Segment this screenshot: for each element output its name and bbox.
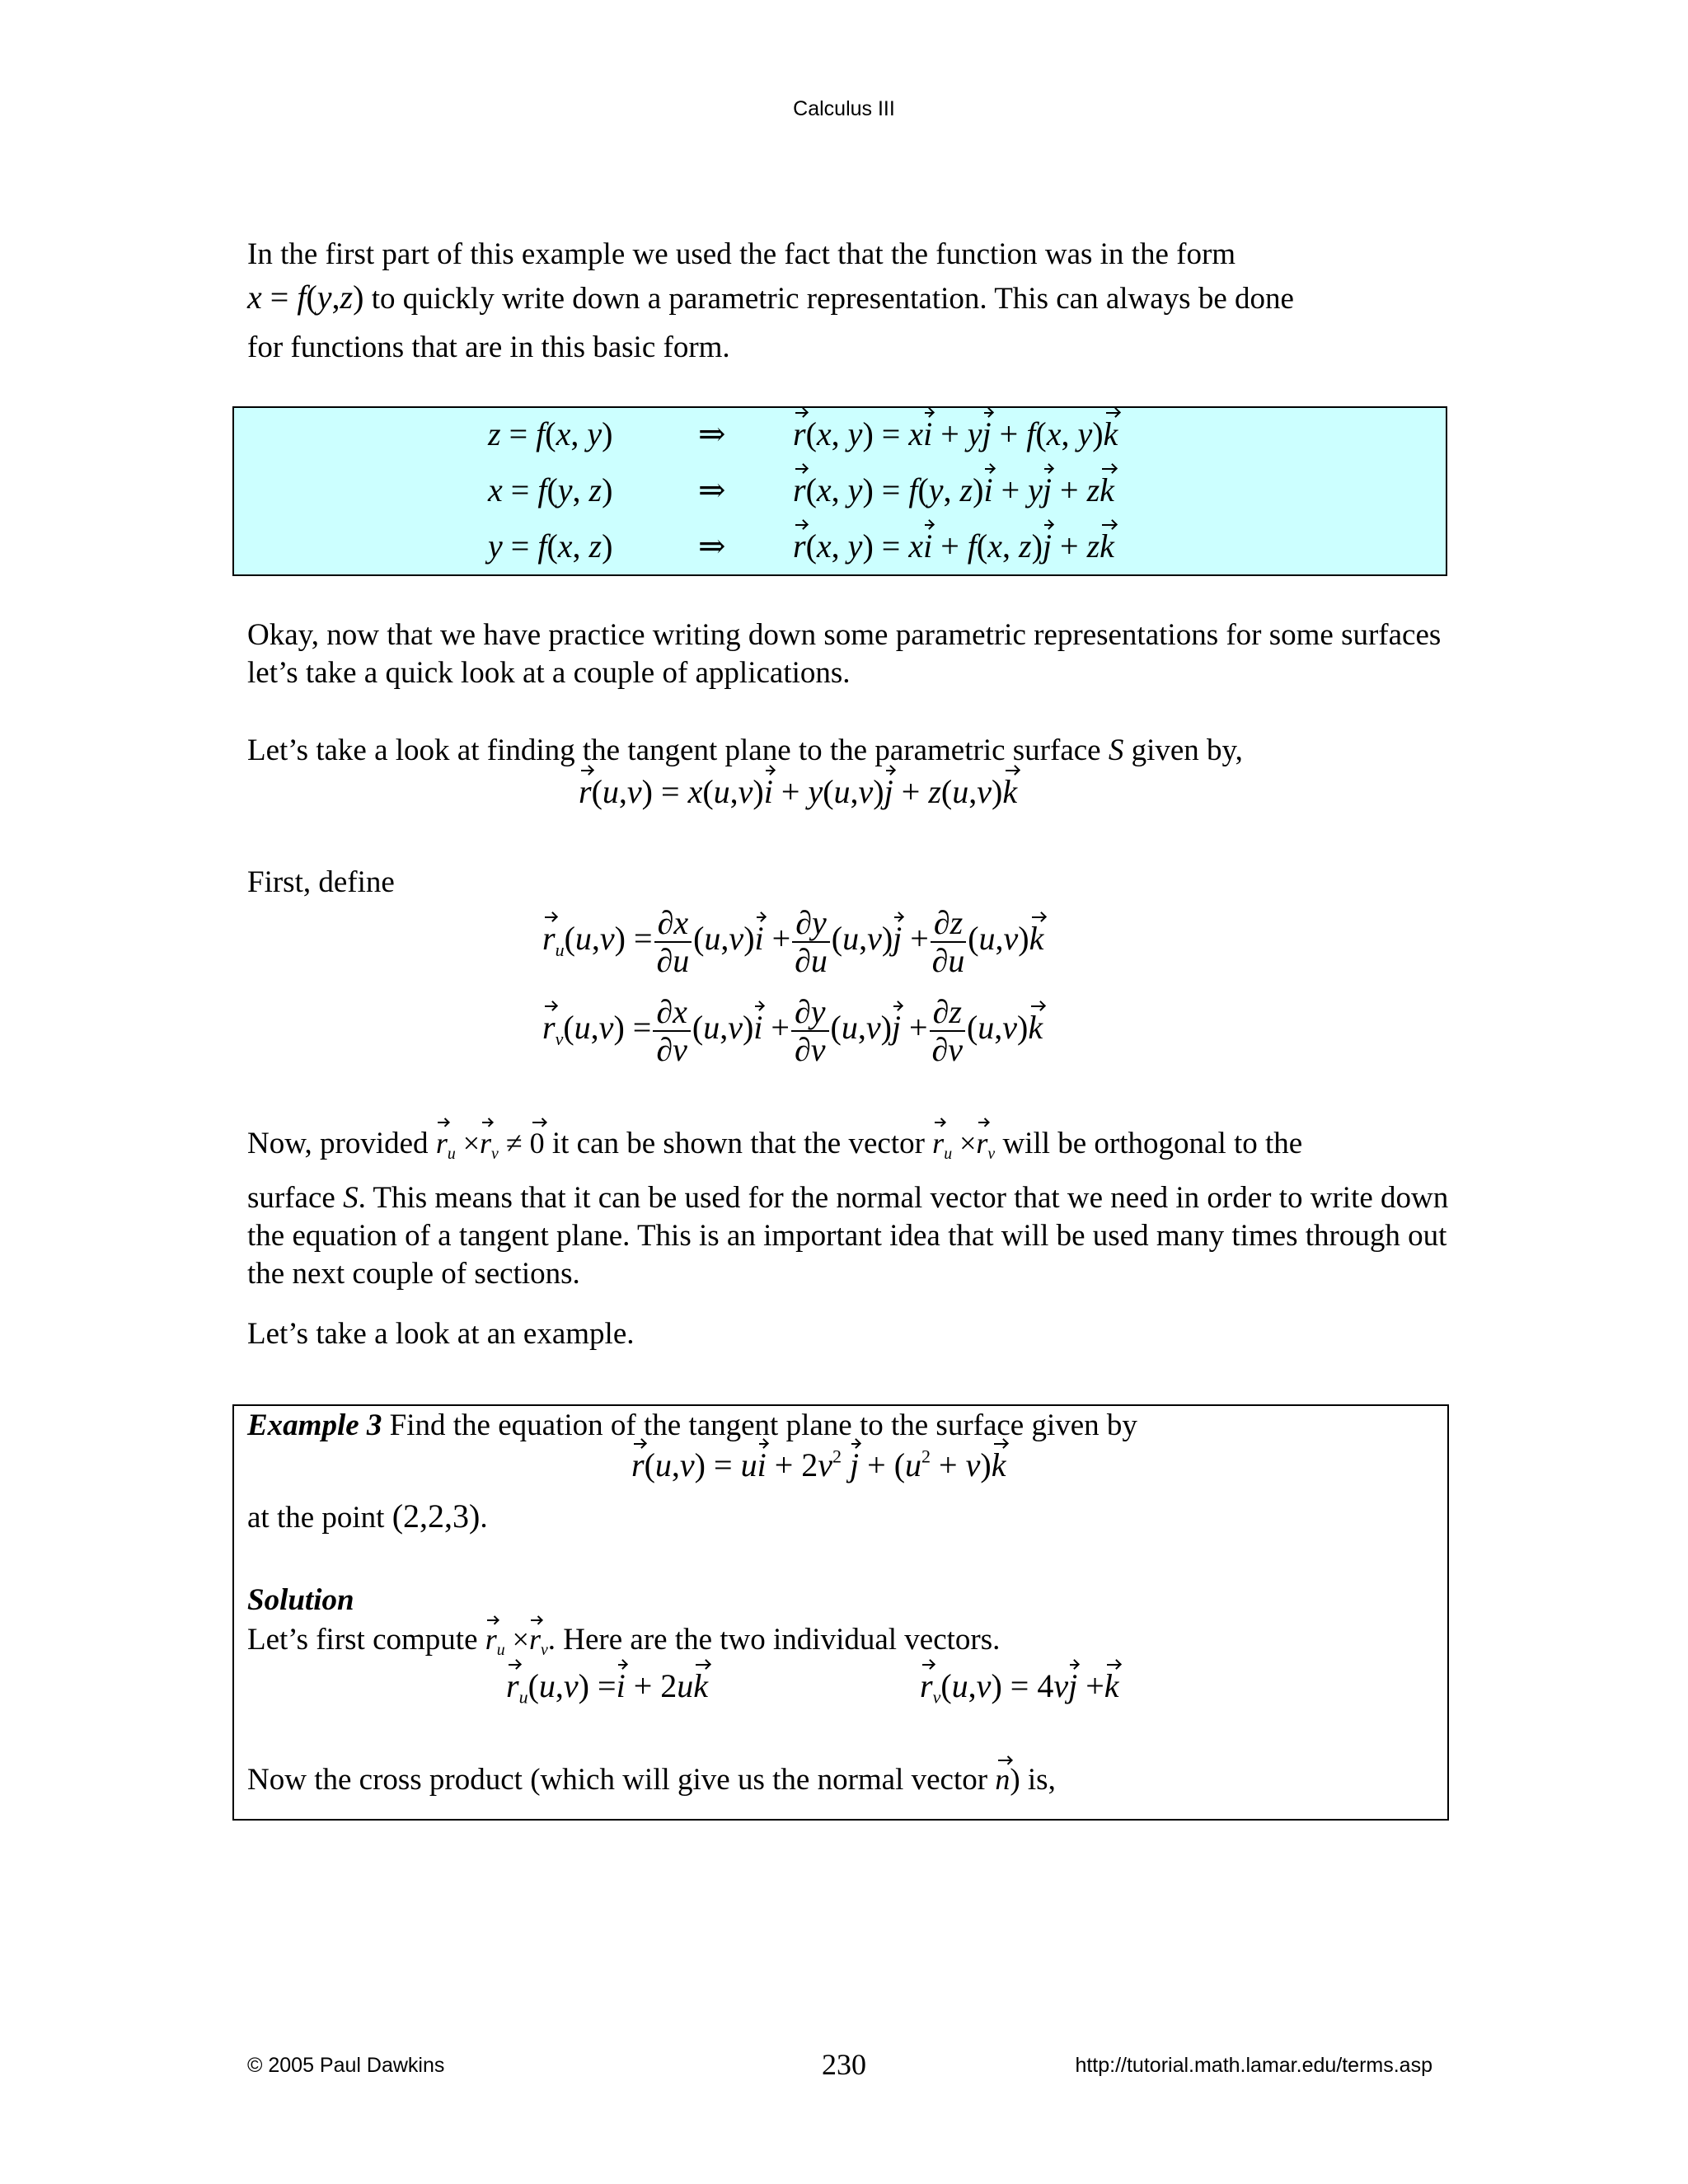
example-3-label: Example 3 [247, 1408, 382, 1442]
rv-definition: $r_v(u,v)$ = $\frac{\partial x}{\partial v}$ (u,v)i + $\frac{\partial y}{\partial v}$ (u,v)j + $\frac{\partial z}{\partial v}$ (u,v)k [542, 993, 1043, 1068]
cross-product-math: $r_u \times r_v$ [932, 1127, 995, 1160]
intro-line-3: for functions that are in this basic form. [247, 330, 730, 364]
cross-nonzero-math: $r_u \times r_v \ne 0$ [436, 1127, 545, 1160]
box-row-2-lhs: x = f(y, z) [488, 471, 613, 509]
intro-line-2: x = f(y,z) to quickly write down a parametric representation. This can always be done [247, 279, 1294, 316]
normal-vector-n: n [995, 1763, 1010, 1796]
tangent-plane-paragraph: Let’s take a look at finding the tangent plane to the parametric surface S given by, [247, 733, 1243, 767]
normal-vector-paragraph [247, 1124, 1451, 1293]
box-row-2-arrow: ⇒ [698, 471, 726, 509]
solution-label: Solution [247, 1583, 354, 1617]
box-row-3-arrow: ⇒ [698, 527, 726, 565]
box-row-1-rhs: r(x, y) = xi + yj + f(x, y)k [793, 415, 1118, 452]
normal-vector-line-1: Now, provided $r_u \times r_v \ne 0$ it can be shown that the vector $r_u \times r_v$ will be orthogonal to the [247, 1124, 1451, 1173]
ru-result: $r_u(u,v) =i + 2uk$ [506, 1667, 709, 1708]
solution-line-1: Let’s first compute $r_u \times r_v$. Here are the two individual vectors. [247, 1623, 1001, 1659]
intro-math-form: x = f(y,z) [247, 279, 364, 316]
box-row-1-lhs: z = f(x, y) [488, 415, 613, 452]
example-3-equation: r(u,v) = ui + $2v^2$ $j + (u^2 + v)k$ [631, 1446, 1006, 1483]
example-3-box [232, 1404, 1449, 1821]
page-header: Calculus III [793, 97, 895, 120]
footer-page-number: 230 [822, 2048, 866, 2081]
example-3-point-line: at the point (2,2,3). [247, 1497, 488, 1535]
footer-copyright: © 2005 Paul Dawkins [247, 2054, 445, 2077]
applications-paragraph: Okay, now that we have practice writing down some parametric representations for some surfaces let’s take a quick look at a couple of applications. [247, 618, 1442, 690]
box-row-2-rhs: r(x, y) = f(y, z)i + yj + zk [793, 471, 1114, 509]
example-3-statement: Example 3 Find the equation of the tangent plane to the surface given by [247, 1408, 1137, 1442]
normal-vector-line-2: surface S. This means that it can be used for the normal vector that we need in order to write down the equation of a tangent plane. This is an important idea that will be used many times through out the next couple of sections. [247, 1180, 1449, 1291]
parametric-forms-box [232, 406, 1447, 576]
box-row-3-lhs: y = f(x, z) [488, 527, 613, 565]
box-row-1-arrow: ⇒ [698, 415, 726, 452]
intro-line-1: In the first part of this example we used the fact that the function was in the form [247, 237, 1236, 271]
box-row-3-rhs: r(x, y) = xi + f(x, z)j + zk [793, 527, 1114, 565]
rv-result: $r_v(u,v) = 4vj +k$ [920, 1667, 1119, 1708]
example-intro-text: Let’s take a look at an example. [247, 1317, 635, 1351]
cross-product-line: Now the cross product (which will give us the normal vector n) is, [247, 1763, 1056, 1797]
ru-definition: $r_u(u,v)$ = $\frac{\partial x}{\partial u}$ (u,v)i + $\frac{\partial y}{\partial u}$ (u,v)j + $\frac{\partial z}{\partial u}$ (u,v)k [542, 904, 1044, 979]
surface-equation: r(u,v) = x(u,v)i + y(u,v)j + z(u,v)k [579, 773, 1018, 810]
intro-paragraph [247, 234, 1451, 368]
footer-url: http://tutorial.math.lamar.edu/terms.asp [1075, 2054, 1432, 2077]
first-define-text: First, define [247, 865, 395, 899]
